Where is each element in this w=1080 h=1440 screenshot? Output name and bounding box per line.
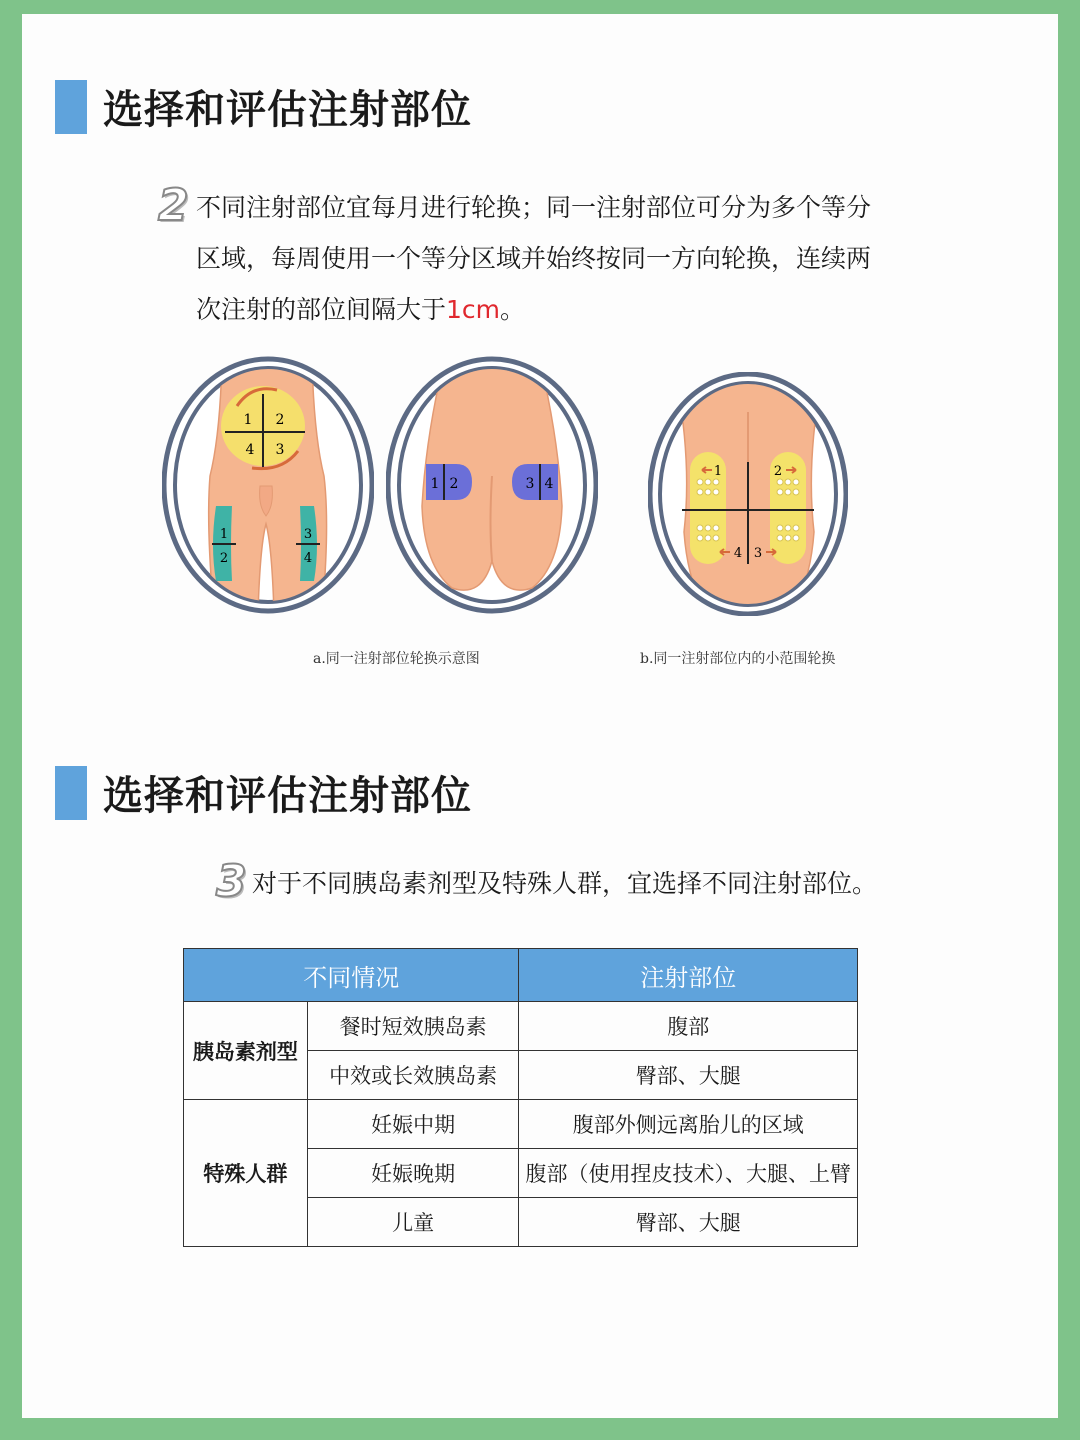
interval-highlight: 1cm [446, 295, 501, 324]
thigh-right-zone-3: 3 [303, 527, 313, 542]
abdomen-zone-1: 1 [243, 412, 253, 428]
small-zone-1: 1 [713, 464, 723, 479]
step-number-2: 2 [158, 180, 189, 231]
thigh-left-zone-1: 1 [219, 527, 229, 542]
table-header-row [184, 949, 858, 1002]
header-site: 注射部位 [519, 949, 858, 1002]
abdomen-zone-4: 4 [245, 442, 255, 458]
site-cell: 臀部、大腿 [519, 1198, 858, 1247]
thigh-right-zone-4: 4 [303, 551, 313, 566]
step2-line-1: 不同注射部位宜每月进行轮换；同一注射部位可分为多个等分 [196, 193, 872, 222]
situation-cell: 妊娠中期 [307, 1100, 519, 1149]
buttocks-illustration [386, 356, 598, 614]
situation-cell: 中效或长效胰岛素 [307, 1051, 519, 1100]
buttock-right-zone-4: 4 [544, 476, 554, 492]
section-marker [55, 80, 87, 134]
section-header-2 [55, 764, 472, 821]
small-zone-3: 3 [753, 546, 763, 561]
small-zone-2: 2 [773, 464, 783, 479]
section-title: 选择和评估注射部位 [103, 773, 472, 819]
figure-caption-b: b.同一注射部位内的小范围轮换 [640, 651, 836, 667]
abdomen-zone-3: 3 [275, 442, 285, 458]
abdomen-thigh-illustration [162, 356, 374, 614]
group-insulin-type: 胰岛素剂型 [184, 1002, 308, 1100]
situation-cell: 妊娠晚期 [307, 1149, 519, 1198]
site-cell: 臀部、大腿 [519, 1051, 858, 1100]
buttock-left-zone-1: 1 [430, 476, 440, 492]
situation-cell: 餐时短效胰岛素 [307, 1002, 519, 1051]
group-special-population: 特殊人群 [184, 1100, 308, 1247]
site-cell: 腹部 [519, 1002, 858, 1051]
small-range-rotation-illustration [648, 372, 848, 616]
section-title: 选择和评估注射部位 [103, 87, 472, 133]
site-cell: 腹部（使用捏皮技术）、大腿、上臂 [519, 1149, 858, 1198]
step2-line-2: 区域，每周使用一个等分区域并始终按同一方向轮换，连续两 [196, 244, 872, 273]
section-header-1 [55, 78, 472, 135]
step3-text: 对于不同胰岛素剂型及特殊人群，宜选择不同注射部位。 [252, 869, 878, 898]
table-row [184, 1100, 858, 1149]
buttock-left-zone-2: 2 [449, 476, 459, 492]
abdomen-zone-2: 2 [275, 412, 285, 428]
small-zone-4: 4 [733, 546, 743, 561]
buttock-right-zone-3: 3 [525, 476, 535, 492]
step2-line-3-end: 。 [500, 295, 526, 324]
situation-cell: 儿童 [307, 1198, 519, 1247]
section-marker [55, 766, 87, 820]
table-row [184, 1002, 858, 1051]
step-number-3: 3 [216, 856, 247, 907]
thigh-left-zone-2: 2 [219, 551, 229, 566]
injection-site-table [183, 948, 858, 1247]
figure-caption-a: a.同一注射部位轮换示意图 [313, 651, 480, 667]
step2-paragraph [196, 182, 871, 335]
header-situation: 不同情况 [184, 949, 519, 1002]
step2-line-3 [196, 284, 871, 335]
page [22, 14, 1058, 1418]
step2-line-3-text: 次注射的部位间隔大于 [196, 295, 447, 324]
site-cell: 腹部外侧远离胎儿的区域 [519, 1100, 858, 1149]
